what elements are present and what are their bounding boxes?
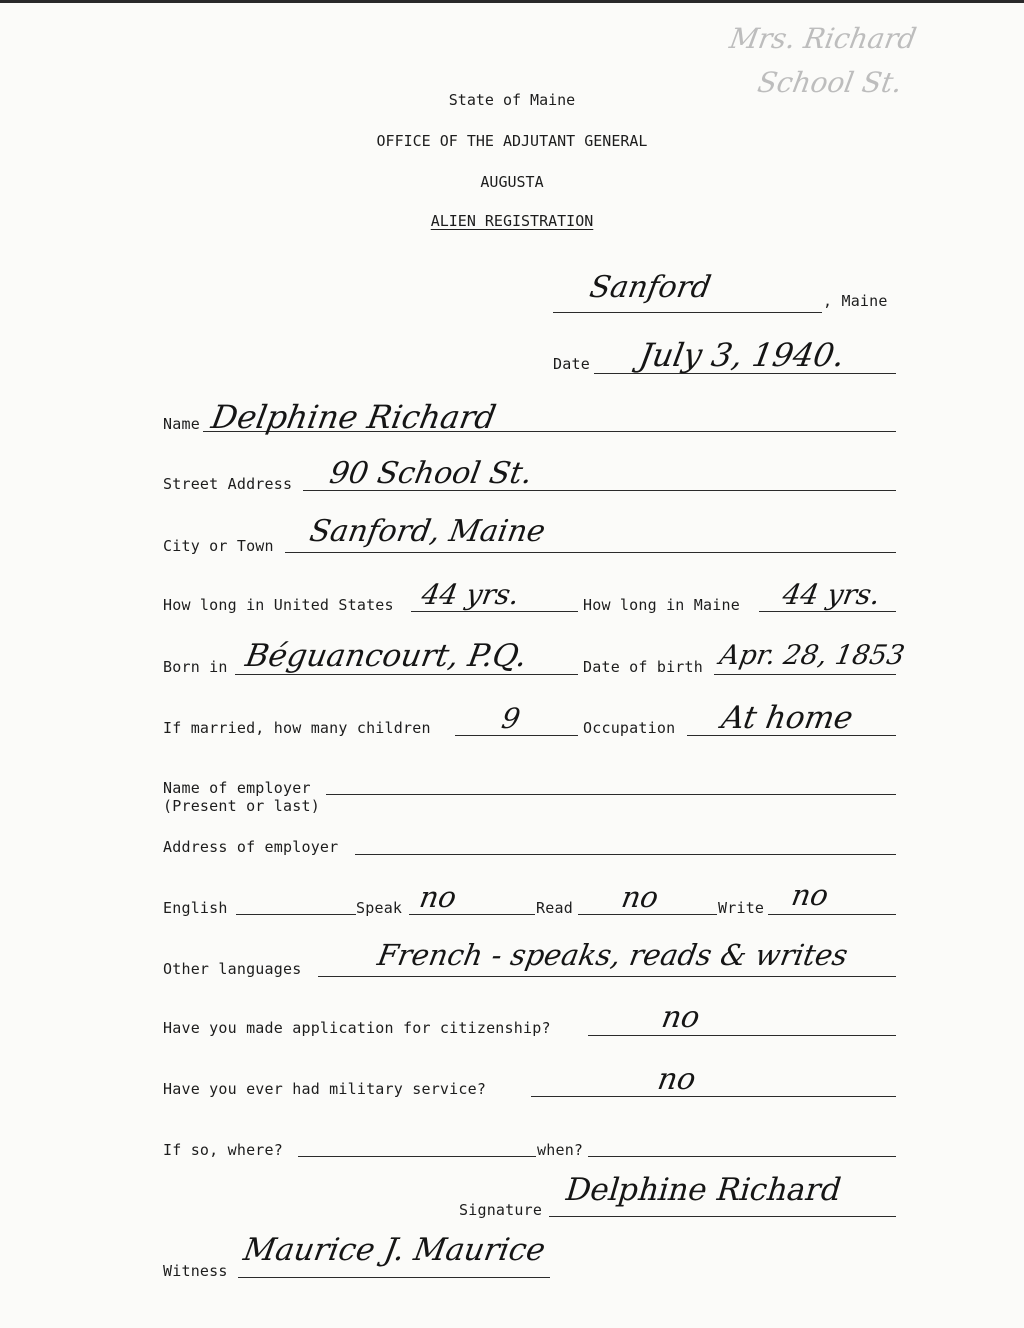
witness-line	[238, 1277, 550, 1278]
occupation-label: Occupation	[583, 719, 676, 737]
speak-label: Speak	[356, 899, 403, 917]
date-of-birth-line	[714, 674, 896, 675]
employer-address-line	[355, 854, 896, 855]
years-us-label: How long in United States	[163, 596, 394, 614]
other-languages-label: Other languages	[163, 960, 302, 978]
city-label: City or Town	[163, 537, 274, 555]
street-address-value: 90 School St.	[326, 456, 535, 491]
english-label: English	[163, 899, 228, 917]
years-maine-line	[759, 611, 896, 612]
children-value: 9	[499, 702, 523, 735]
location-state-label: , Maine	[823, 292, 888, 310]
where-line	[298, 1156, 536, 1157]
speak-line	[409, 914, 535, 915]
city-value: Sanford, Maine	[306, 514, 548, 549]
children-label: If married, how many children	[163, 719, 431, 737]
page-top-edge	[0, 0, 1024, 3]
citizenship-line	[588, 1035, 896, 1036]
employer-address-label: Address of employer	[163, 838, 339, 856]
write-line	[768, 914, 896, 915]
years-maine-value: 44 yrs.	[780, 578, 883, 611]
date-of-birth-label: Date of birth	[583, 658, 703, 676]
signature-value: Delphine Richard	[560, 1172, 846, 1208]
header-state: State of Maine	[448, 91, 576, 109]
street-address-label: Street Address	[163, 475, 293, 493]
citizenship-label: Have you made application for citizenship?	[163, 1019, 551, 1037]
date-of-birth-value: Apr. 28, 1853	[717, 640, 907, 671]
witness-label: Witness	[163, 1262, 228, 1280]
write-value: no	[789, 878, 832, 912]
other-languages-value: French - speaks, reads & writes	[375, 938, 851, 972]
signature-line	[549, 1216, 896, 1217]
military-line	[531, 1096, 896, 1097]
read-label: Read	[536, 899, 573, 917]
read-value: no	[619, 880, 662, 914]
military-value: no	[654, 1062, 699, 1097]
born-in-value: Béguancourt, P.Q.	[242, 638, 530, 674]
years-us-line	[411, 611, 578, 612]
header-city: AUGUSTA	[480, 173, 544, 191]
employer-name-sublabel: (Present or last)	[163, 797, 320, 815]
corner-note-line1: Mrs. Richard	[727, 22, 919, 55]
born-in-line	[235, 674, 578, 675]
speak-value: no	[417, 880, 460, 914]
citizenship-value: no	[658, 1000, 703, 1035]
signature-label: Signature	[459, 1201, 543, 1219]
born-in-label: Born in	[163, 658, 228, 676]
employer-name-line	[326, 794, 896, 795]
date-value: July 3, 1940.	[636, 336, 848, 374]
city-line	[285, 552, 896, 553]
corner-note-line2: School St.	[755, 66, 905, 99]
military-label: Have you ever had military service?	[163, 1080, 487, 1098]
children-line	[455, 735, 578, 736]
name-label: Name	[163, 415, 200, 433]
form-title: ALIEN REGISTRATION	[430, 212, 594, 230]
name-value: Delphine Richard	[208, 398, 499, 436]
where-label: If so, where?	[163, 1141, 283, 1159]
when-label: when?	[537, 1141, 584, 1159]
occupation-value: At home	[718, 700, 856, 736]
when-line	[588, 1156, 896, 1157]
location-line	[553, 312, 822, 313]
write-label: Write	[718, 899, 765, 917]
location-town-value: Sanford	[586, 270, 714, 305]
years-maine-label: How long in Maine	[583, 596, 740, 614]
date-label: Date	[553, 355, 590, 373]
other-languages-line	[318, 976, 896, 977]
english-line	[236, 914, 356, 915]
witness-value: Maurice J. Maurice	[240, 1232, 549, 1268]
read-line	[578, 914, 717, 915]
header-office: OFFICE OF THE ADJUTANT GENERAL	[376, 132, 648, 150]
years-us-value: 44 yrs.	[419, 578, 522, 611]
employer-name-label: Name of employer	[163, 779, 311, 797]
